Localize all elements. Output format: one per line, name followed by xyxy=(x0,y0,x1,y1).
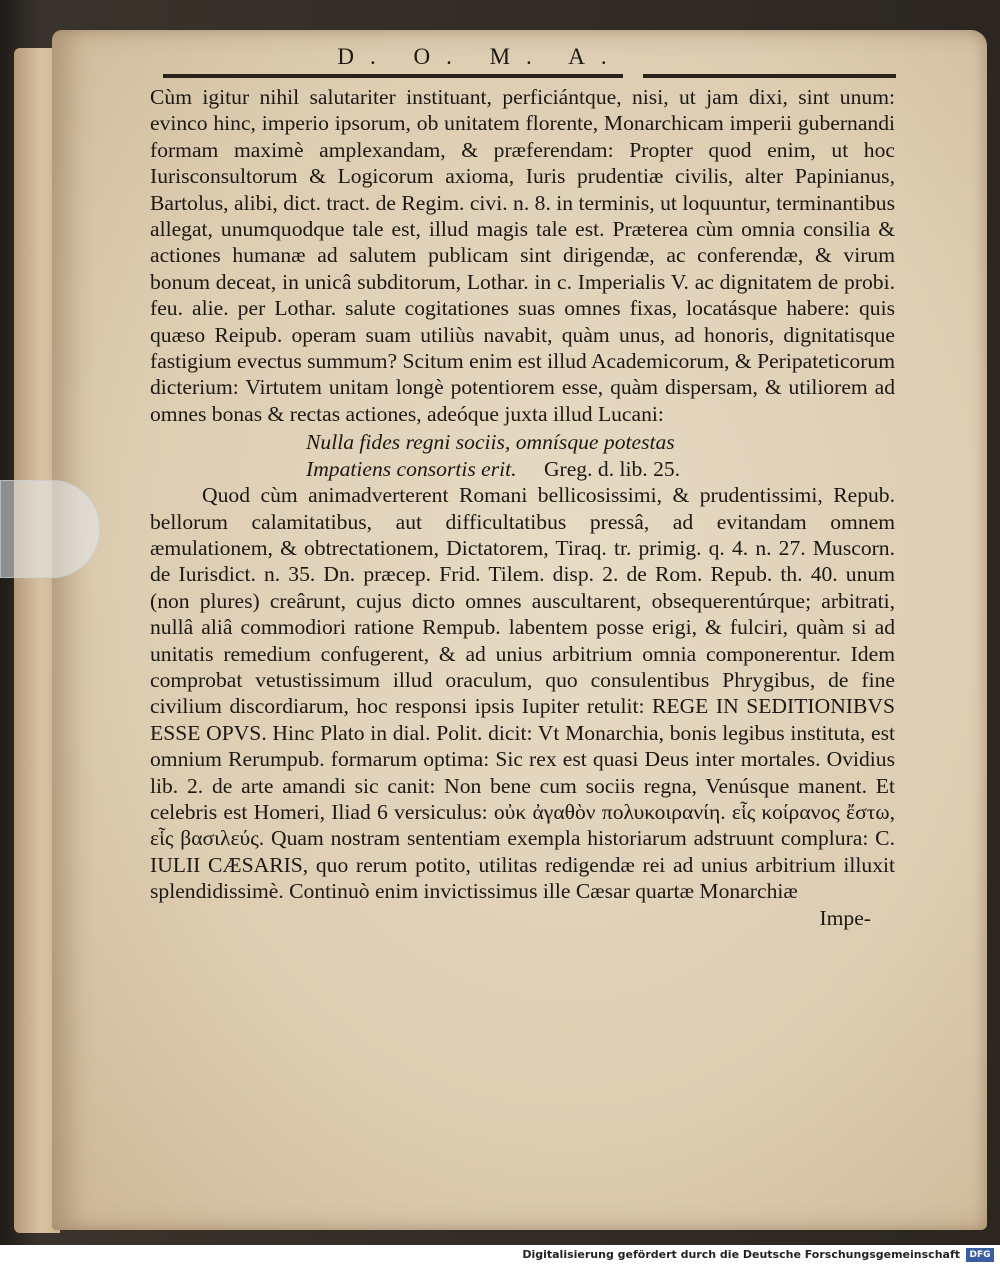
page-holder-clip xyxy=(0,480,100,578)
verse-line-2-row xyxy=(306,456,895,482)
verse-reference: Greg. d. lib. 25. xyxy=(543,456,681,481)
verse-line-2: Impatiens consortis erit. xyxy=(306,456,517,481)
footer-bar xyxy=(0,1245,1000,1265)
header-rule-right xyxy=(643,74,896,78)
header-rule-left xyxy=(163,74,623,78)
dfg-logo: DFG xyxy=(966,1248,994,1262)
funding-credit: Digitalisierung gefördert durch die Deutsche Forschungsgemeinschaft xyxy=(522,1248,960,1261)
verse-line-1: Nulla fides regni sociis, omnísque potestas xyxy=(306,430,675,455)
paragraph-2: Quod cùm animadverterent Romani bellicosissimi, & prudentissimi, Repub. bellorum calamitatibus, aut difficultatibus pressâ, ad evitandam omnem æmulationem, & obtrectationem, Dictatorem, Tiraq. tr. primig. q. 4. n. 27. Muscorn. de Iurisdict. n. 35. Dn. præcep. Frid. Tilem. disp. 2. de Rom. Repub. th. 40. unum (non plures) creârunt, cujus dicto omnes auscultarent, obsequerentúrque; arbitrati, nullâ aliâ commodiori ratione Rempub. labentem posse erigi, & fulciri, quàm si ad unitatis remedium confugerent, & ad unius arbitrium omnia componerentur. Idem comprobat vetustissimum illud oraculum, quo consulentibus Phrygibus, de fine civilium discordiarum, hoc responsi ipsis Iupiter retulit: REGE IN SEDITIONIBVS ESSE OPVS. Hinc Plato in dial. Polit. dicit: Vt Monarchia, bonis legibus instituta, est omnium Rerumpub. formarum optima: Sic rex est quasi Deus inter mortales. Ovidius lib. 2. de arte amandi sic canit: Non bene cum sociis regna, Venúsque manent. Et celebris est Homeri, Iliad 6 versiculus: οὐκ ἀγαθὸν πολυκοιρανίη. εἷς κοίρανος ἔστω, εἷς βασιλεύς. Quam nostram sententiam exempla historiarum adstruunt complura: C. IULII CÆSARIS, quo rerum potito, utilitas redigendæ rei ad unius arbitrium illuxit splendidissimè. Continuò enim invictissimus ille Cæsar quartæ Monarchiæ xyxy=(150,483,895,904)
verse-quotation xyxy=(306,429,895,482)
running-header: D. O. M. A. xyxy=(337,44,623,69)
paragraph-1: Cùm igitur nihil salutariter instituant, perficiántque, nisi, ut jam dixi, sint unum: evinco hinc, imperio ipsorum, ob unitatem florente, Monarchicam imperii gubernandi formam maximè amplexandam, & præferendam: Propter quod enim, ut hoc Iurisconsultorum & Logicorum axioma, Iuris prudentiæ civilis, alter Papinianus, Bartolus, alibi, dict. tract. de Regim. civi. n. 8. in terminis, ut loquuntur, terminantibus allegat, unumquodque tale est, illud magis tale est. Præterea cùm omnia consilia & actiones humanæ ad salutem publicam sint dirigendæ, ac conferendæ, & virum bonum deceat, in unicâ subditorum, Lothar. in c. Imperialis V. ac dignitatem de probi. feu. alie. per Lothar. salute cogitationes suas omnes fixas, locatásque habere: quis quæso Reipub. operam suam utiliùs navabit, quàm unus, ad honoris, dignitatisque fastigium evectus summum? Scitum enim est illud Academicorum, & Peripateticorum dicterium: Virtutem unitam longè potentiorem esse, quàm dispersam, & utiliorem ad omnes bonas & rectas actiones, adeóque juxta illud Lucani: xyxy=(150,85,895,426)
page-text xyxy=(150,84,895,931)
catchword: Impe- xyxy=(819,905,871,930)
